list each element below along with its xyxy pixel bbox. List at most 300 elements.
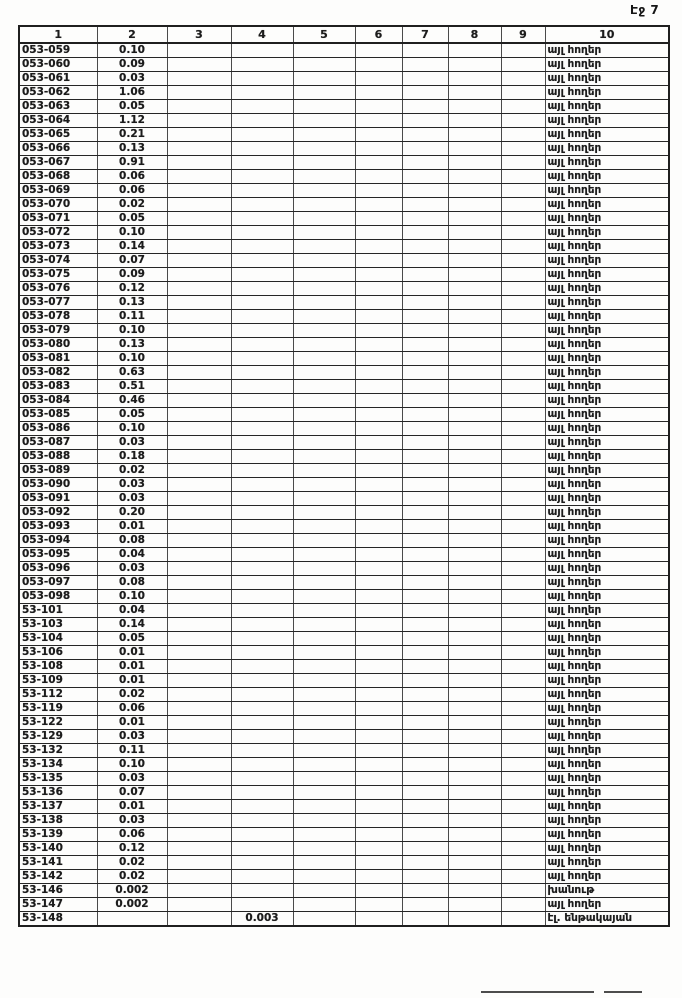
empty-cell [355, 506, 402, 520]
empty-cell [355, 688, 402, 702]
empty-cell [293, 702, 355, 716]
land-type-cell: այլ հողեր [545, 338, 669, 352]
area-value-cell: 0.03 [97, 478, 167, 492]
empty-cell [448, 282, 501, 296]
land-type-cell: այլ հողեր [545, 282, 669, 296]
land-type-cell: այլ հողեր [545, 688, 669, 702]
empty-cell [293, 422, 355, 436]
empty-cell [167, 296, 231, 310]
table-row [19, 352, 669, 366]
empty-cell [402, 660, 448, 674]
empty-cell [355, 128, 402, 142]
empty-cell [231, 884, 293, 898]
empty-cell [293, 268, 355, 282]
table-row [19, 58, 669, 72]
empty-cell [167, 450, 231, 464]
empty-cell [501, 520, 545, 534]
parcel-code-cell: 53-136 [19, 786, 97, 800]
table-row [19, 716, 669, 730]
land-type-cell: այլ հողեր [545, 268, 669, 282]
empty-cell [231, 506, 293, 520]
land-type-cell: այլ հողեր [545, 828, 669, 842]
empty-cell [293, 506, 355, 520]
empty-cell [293, 296, 355, 310]
parcel-code-cell: 53-109 [19, 674, 97, 688]
empty-cell [167, 716, 231, 730]
empty-cell [448, 366, 501, 380]
empty-cell [501, 156, 545, 170]
empty-cell [293, 758, 355, 772]
table-row [19, 170, 669, 184]
table-row [19, 646, 669, 660]
land-type-cell: այլ հողեր [545, 128, 669, 142]
empty-cell [448, 114, 501, 128]
parcel-code-cell: 053-072 [19, 226, 97, 240]
empty-cell [402, 786, 448, 800]
empty-cell [402, 842, 448, 856]
empty-cell [402, 394, 448, 408]
land-type-cell: այլ հողեր [545, 534, 669, 548]
parcel-code-cell: 053-071 [19, 212, 97, 226]
empty-cell [448, 786, 501, 800]
table-row [19, 884, 669, 898]
empty-cell [402, 730, 448, 744]
empty-cell [501, 716, 545, 730]
empty-cell [355, 114, 402, 128]
land-type-cell: այլ հողեր [545, 450, 669, 464]
parcel-code-cell: 053-078 [19, 310, 97, 324]
parcel-code-cell: 53-103 [19, 618, 97, 632]
empty-cell [355, 772, 402, 786]
empty-cell [355, 394, 402, 408]
table-row [19, 184, 669, 198]
empty-cell [167, 828, 231, 842]
empty-cell [167, 282, 231, 296]
empty-cell [293, 100, 355, 114]
table-row [19, 688, 669, 702]
empty-cell [167, 912, 231, 927]
empty-cell [355, 744, 402, 758]
table-row [19, 856, 669, 870]
area-value-cell: 0.03 [97, 562, 167, 576]
table-row [19, 534, 669, 548]
empty-cell [448, 632, 501, 646]
empty-cell [501, 898, 545, 912]
empty-cell [231, 870, 293, 884]
empty-cell [231, 58, 293, 72]
empty-cell [231, 856, 293, 870]
parcel-code-cell: 53-104 [19, 632, 97, 646]
empty-cell [293, 226, 355, 240]
parcel-code-cell: 53-146 [19, 884, 97, 898]
land-type-cell: այլ հողեր [545, 492, 669, 506]
empty-cell [231, 254, 293, 268]
table-row [19, 604, 669, 618]
empty-cell [355, 730, 402, 744]
land-type-cell: այլ հողեր [545, 254, 669, 268]
empty-cell [293, 58, 355, 72]
empty-cell [402, 870, 448, 884]
empty-cell [402, 338, 448, 352]
empty-cell [231, 226, 293, 240]
empty-cell [402, 548, 448, 562]
parcel-code-cell: 53-137 [19, 800, 97, 814]
empty-cell [231, 702, 293, 716]
empty-cell [355, 800, 402, 814]
empty-cell [402, 352, 448, 366]
empty-cell [448, 338, 501, 352]
empty-cell [231, 604, 293, 618]
empty-cell [448, 730, 501, 744]
empty-cell [501, 114, 545, 128]
column-header: 10 [545, 26, 669, 43]
empty-cell [231, 618, 293, 632]
empty-cell [293, 142, 355, 156]
empty-cell [167, 366, 231, 380]
empty-cell [355, 520, 402, 534]
empty-cell [231, 898, 293, 912]
empty-cell [293, 786, 355, 800]
empty-cell [293, 338, 355, 352]
empty-cell [231, 786, 293, 800]
area-value-cell: 0.10 [97, 324, 167, 338]
empty-cell [167, 800, 231, 814]
table-row [19, 674, 669, 688]
empty-cell [501, 688, 545, 702]
area-value-cell: 0.03 [97, 730, 167, 744]
area-value-cell: 0.06 [97, 702, 167, 716]
column-header: 1 [19, 26, 97, 43]
land-type-cell: այլ հողեր [545, 310, 669, 324]
parcel-code-cell: 053-067 [19, 156, 97, 170]
empty-cell [402, 72, 448, 86]
land-type-cell: այլ հողեր [545, 212, 669, 226]
area-value-cell: 0.03 [97, 772, 167, 786]
empty-cell [501, 534, 545, 548]
land-type-cell: այլ հողեր [545, 226, 669, 240]
empty-cell [293, 548, 355, 562]
empty-cell [293, 912, 355, 927]
empty-cell [402, 688, 448, 702]
table-row [19, 43, 669, 58]
empty-cell [167, 226, 231, 240]
parcel-code-cell: 53-132 [19, 744, 97, 758]
parcel-code-cell: 053-074 [19, 254, 97, 268]
empty-cell [293, 436, 355, 450]
empty-cell [501, 58, 545, 72]
table-row [19, 520, 669, 534]
empty-cell [355, 604, 402, 618]
table-row [19, 156, 669, 170]
table-row [19, 128, 669, 142]
empty-cell [355, 212, 402, 226]
empty-cell [231, 268, 293, 282]
parcel-code-cell: 53-140 [19, 842, 97, 856]
empty-cell [402, 184, 448, 198]
parcel-code-cell: 053-069 [19, 184, 97, 198]
empty-cell [448, 170, 501, 184]
land-type-cell: այլ հողեր [545, 702, 669, 716]
empty-cell [402, 604, 448, 618]
table-row [19, 114, 669, 128]
empty-cell [355, 156, 402, 170]
land-type-cell: այլ հողեր [545, 380, 669, 394]
empty-cell [448, 464, 501, 478]
land-type-cell: այլ հողեր [545, 464, 669, 478]
empty-cell [501, 772, 545, 786]
empty-cell [231, 198, 293, 212]
table-row [19, 254, 669, 268]
empty-cell [501, 674, 545, 688]
empty-cell [448, 310, 501, 324]
table-row [19, 730, 669, 744]
empty-cell [293, 492, 355, 506]
empty-cell [167, 856, 231, 870]
table-header-row [19, 26, 669, 43]
empty-cell [448, 100, 501, 114]
empty-cell [402, 43, 448, 58]
empty-cell [293, 814, 355, 828]
table-row [19, 226, 669, 240]
empty-cell [355, 562, 402, 576]
empty-cell [501, 604, 545, 618]
empty-cell [167, 646, 231, 660]
empty-cell [167, 408, 231, 422]
area-value-cell: 0.20 [97, 506, 167, 520]
empty-cell [501, 394, 545, 408]
empty-cell [402, 324, 448, 338]
empty-cell [231, 646, 293, 660]
empty-cell [402, 464, 448, 478]
table-row [19, 422, 669, 436]
empty-cell [448, 814, 501, 828]
land-type-cell: այլ հողեր [545, 870, 669, 884]
parcel-code-cell: 53-129 [19, 730, 97, 744]
empty-cell [167, 870, 231, 884]
empty-cell [355, 702, 402, 716]
table-row [19, 450, 669, 464]
table-row [19, 324, 669, 338]
empty-cell [231, 478, 293, 492]
empty-cell [167, 576, 231, 590]
empty-cell [167, 758, 231, 772]
empty-cell [231, 310, 293, 324]
empty-cell [293, 408, 355, 422]
area-value-cell: 0.04 [97, 548, 167, 562]
empty-cell [231, 338, 293, 352]
empty-cell [501, 296, 545, 310]
empty-cell [355, 842, 402, 856]
empty-cell [231, 842, 293, 856]
empty-cell [402, 380, 448, 394]
empty-cell [231, 632, 293, 646]
empty-cell [167, 254, 231, 268]
area-value-cell: 0.07 [97, 254, 167, 268]
empty-cell [293, 282, 355, 296]
column-header: 8 [448, 26, 501, 43]
land-type-cell: այլ հողեր [545, 506, 669, 520]
empty-cell [167, 492, 231, 506]
empty-cell [402, 912, 448, 927]
empty-cell [167, 590, 231, 604]
empty-cell [448, 422, 501, 436]
empty-cell [501, 576, 545, 590]
empty-cell [402, 296, 448, 310]
empty-cell [501, 478, 545, 492]
empty-cell [448, 436, 501, 450]
empty-cell [231, 674, 293, 688]
bottom-rule-right [604, 991, 642, 993]
empty-cell [402, 702, 448, 716]
land-type-cell: այլ հողեր [545, 100, 669, 114]
area-value-cell: 0.03 [97, 492, 167, 506]
empty-cell [167, 58, 231, 72]
empty-cell [293, 520, 355, 534]
empty-cell [448, 408, 501, 422]
land-type-cell: այլ հողեր [545, 842, 669, 856]
empty-cell [293, 128, 355, 142]
parcel-code-cell: 053-089 [19, 464, 97, 478]
empty-cell [448, 128, 501, 142]
empty-cell [448, 450, 501, 464]
empty-cell [355, 170, 402, 184]
empty-cell [448, 506, 501, 520]
empty-cell [167, 114, 231, 128]
area-value-cell: 0.10 [97, 422, 167, 436]
table-row [19, 562, 669, 576]
empty-cell [231, 72, 293, 86]
empty-cell [355, 436, 402, 450]
empty-cell [501, 408, 545, 422]
empty-cell [402, 450, 448, 464]
empty-cell [501, 548, 545, 562]
land-type-cell: այլ հողեր [545, 58, 669, 72]
land-type-cell: այլ հողեր [545, 758, 669, 772]
empty-cell [501, 324, 545, 338]
empty-cell [355, 674, 402, 688]
empty-cell [355, 534, 402, 548]
empty-cell [231, 436, 293, 450]
land-type-cell: այլ հողեր [545, 716, 669, 730]
parcel-code-cell: 053-096 [19, 562, 97, 576]
empty-cell [293, 366, 355, 380]
table-row [19, 618, 669, 632]
empty-cell [355, 828, 402, 842]
empty-cell [167, 100, 231, 114]
empty-cell [231, 408, 293, 422]
empty-cell [355, 870, 402, 884]
parcel-code-cell: 53-101 [19, 604, 97, 618]
empty-cell [448, 226, 501, 240]
table-row [19, 268, 669, 282]
empty-cell [402, 492, 448, 506]
empty-cell [402, 142, 448, 156]
empty-cell [355, 576, 402, 590]
parcel-code-cell: 053-077 [19, 296, 97, 310]
parcel-code-cell: 53-148 [19, 912, 97, 927]
empty-cell [402, 478, 448, 492]
empty-cell [402, 758, 448, 772]
empty-cell [448, 142, 501, 156]
empty-cell [167, 604, 231, 618]
land-type-cell: այլ հողեր [545, 772, 669, 786]
parcel-code-cell: 053-092 [19, 506, 97, 520]
empty-cell [293, 184, 355, 198]
empty-cell [501, 366, 545, 380]
empty-cell [293, 170, 355, 184]
empty-cell [167, 520, 231, 534]
table-row [19, 394, 669, 408]
parcel-code-cell: 053-076 [19, 282, 97, 296]
empty-cell [293, 716, 355, 730]
area-value-cell: 0.05 [97, 100, 167, 114]
empty-cell [402, 366, 448, 380]
empty-cell [293, 800, 355, 814]
empty-cell [231, 590, 293, 604]
empty-cell [501, 702, 545, 716]
parcel-code-cell: 53-141 [19, 856, 97, 870]
land-type-cell: էլ. ենթակայան [545, 912, 669, 927]
empty-cell [167, 436, 231, 450]
area-value-cell: 0.09 [97, 58, 167, 72]
table-row [19, 380, 669, 394]
empty-cell [231, 800, 293, 814]
empty-cell [355, 338, 402, 352]
column-header: 7 [402, 26, 448, 43]
land-type-cell: այլ հողեր [545, 520, 669, 534]
empty-cell [448, 898, 501, 912]
land-type-cell: այլ հողեր [545, 898, 669, 912]
area-value-cell: 0.10 [97, 43, 167, 58]
empty-cell [231, 296, 293, 310]
table-row [19, 282, 669, 296]
area-value-cell: 0.10 [97, 352, 167, 366]
empty-cell [448, 590, 501, 604]
empty-cell [293, 898, 355, 912]
empty-cell [402, 856, 448, 870]
empty-cell [231, 366, 293, 380]
empty-cell [293, 660, 355, 674]
empty-cell [167, 772, 231, 786]
empty-cell [167, 674, 231, 688]
table-row [19, 590, 669, 604]
empty-cell [501, 842, 545, 856]
empty-cell [231, 422, 293, 436]
empty-cell [293, 72, 355, 86]
empty-cell [448, 548, 501, 562]
empty-cell [293, 688, 355, 702]
empty-cell [355, 716, 402, 730]
parcel-code-cell: 53-112 [19, 688, 97, 702]
empty-cell [293, 198, 355, 212]
empty-cell [231, 688, 293, 702]
empty-cell [167, 534, 231, 548]
empty-cell [355, 366, 402, 380]
table-row [19, 296, 669, 310]
empty-cell [293, 884, 355, 898]
land-type-cell: այլ հողեր [545, 478, 669, 492]
empty-cell [231, 394, 293, 408]
area-value-cell: 0.18 [97, 450, 167, 464]
empty-cell [355, 310, 402, 324]
empty-cell [293, 352, 355, 366]
empty-cell [231, 156, 293, 170]
empty-cell [167, 170, 231, 184]
parcel-code-cell: 053-059 [19, 43, 97, 58]
empty-cell [448, 58, 501, 72]
empty-cell [448, 702, 501, 716]
empty-cell [402, 86, 448, 100]
